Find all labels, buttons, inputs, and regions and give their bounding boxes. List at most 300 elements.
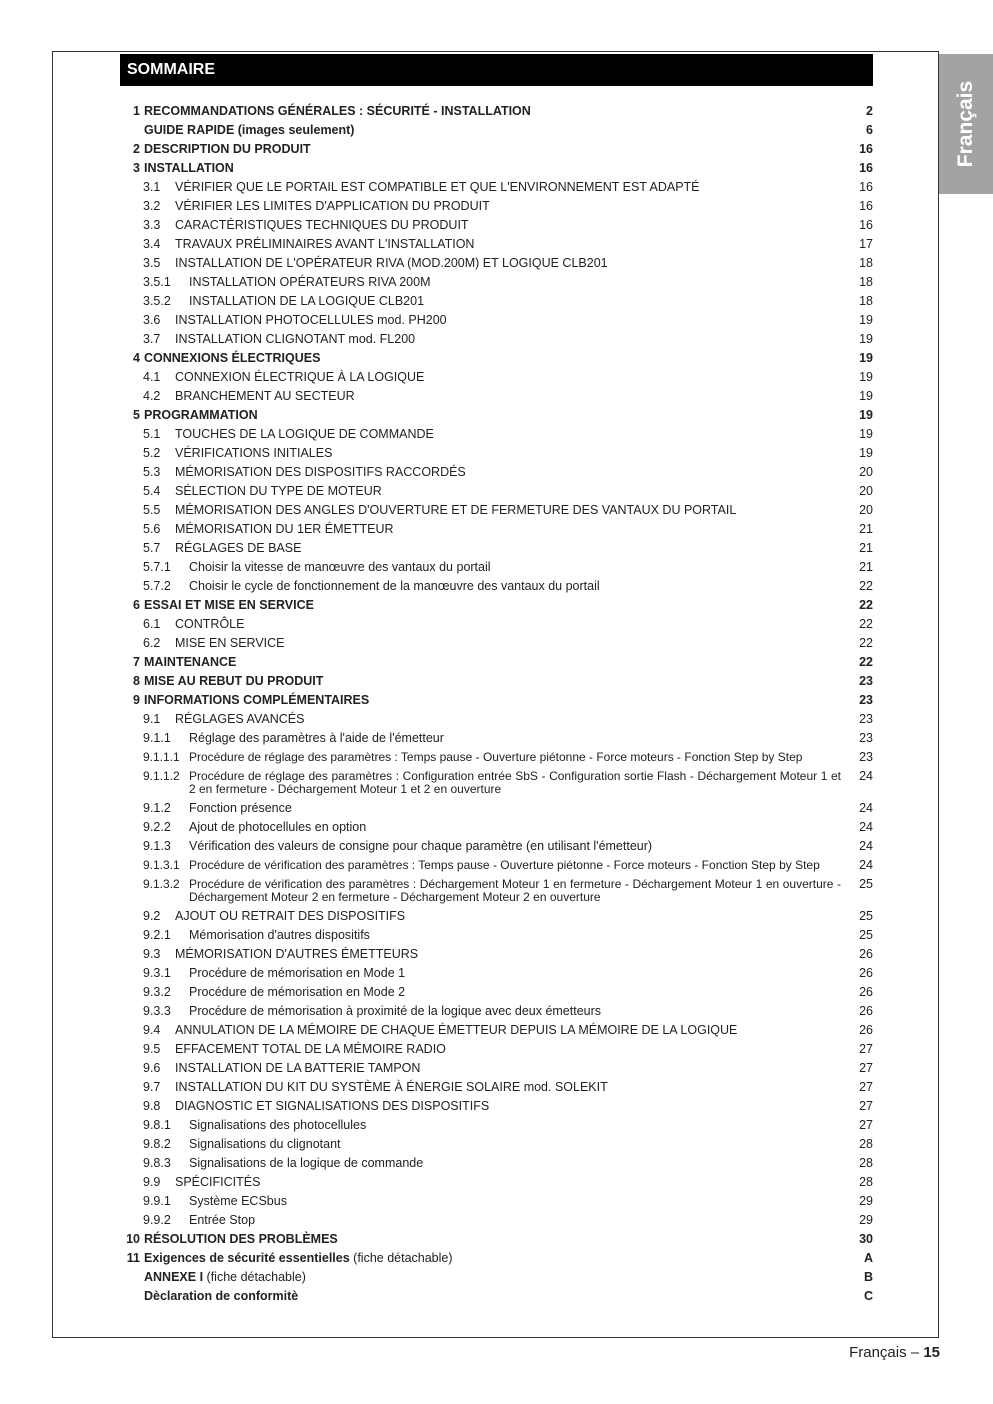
toc-entry-title (175, 945, 418, 964)
toc-entry-page: 23 (859, 750, 873, 764)
toc-entry-title (189, 1154, 423, 1173)
toc-entry-title (175, 425, 434, 444)
toc-entry (120, 1249, 873, 1268)
toc-entry (120, 1097, 873, 1116)
toc-entry-page: 19 (859, 332, 873, 346)
toc-entry-title-text: ANNEXE I (144, 1270, 204, 1284)
toc-entry-page: 24 (859, 820, 873, 834)
toc-entry (120, 837, 873, 856)
toc-entry (120, 710, 873, 729)
toc-entry-page: 24 (859, 839, 873, 853)
toc-entry (120, 216, 873, 235)
toc-entry (120, 501, 873, 520)
toc-entry-number: 11 (126, 1251, 140, 1265)
toc-entry-number: 9.2.2 (143, 820, 171, 834)
toc-entry-title-text: Procédure de mémorisation en Mode 2 (189, 985, 406, 999)
toc-entry (120, 615, 873, 634)
toc-entry (120, 799, 873, 818)
toc-entry-number: 5 (133, 408, 140, 422)
toc-entry (120, 1040, 873, 1059)
toc-entry-title (144, 140, 311, 159)
toc-entry-number: 9.3.3 (143, 1004, 171, 1018)
toc-entry (120, 856, 873, 875)
toc-entry-page: 27 (859, 1118, 873, 1132)
toc-entry-title (189, 1135, 341, 1154)
toc-entry-number: 9 (133, 693, 140, 707)
toc-entry-number: 5.1 (143, 427, 161, 441)
toc-entry-page: 23 (859, 712, 873, 726)
toc-entry-number: 9.1.3 (143, 839, 171, 853)
toc-entry-page: 17 (859, 237, 873, 251)
toc-entry-title (189, 748, 802, 767)
toc-entry-title-text: Ajout de photocellules en option (189, 820, 367, 834)
toc-entry-title (175, 1040, 446, 1059)
toc-entry (120, 634, 873, 653)
toc-entry-title (175, 539, 301, 558)
toc-entry-title-text: RÉGLAGES AVANCÉS (175, 712, 305, 726)
toc-entry-title (175, 710, 304, 729)
toc-entry-page: 19 (859, 370, 873, 384)
toc-entry (120, 1230, 873, 1249)
toc-entry-page: 19 (859, 389, 873, 403)
toc-entry-title (175, 178, 700, 197)
toc-entry-title (175, 1059, 420, 1078)
toc-entry-number: 5.2 (143, 446, 161, 460)
toc-entry-title-text: CONTRÔLE (175, 617, 245, 631)
toc-entry-page: 16 (859, 199, 873, 213)
toc-entry-title (175, 311, 447, 330)
toc-entry (120, 1002, 873, 1021)
toc-entry-number: 7 (133, 655, 140, 669)
toc-entry (120, 330, 873, 349)
footer-separator: – (906, 1344, 924, 1361)
toc-entry-title (144, 1230, 338, 1249)
toc-entry-title (189, 558, 491, 577)
toc-entry (120, 875, 873, 907)
toc-entry-number: 9.5 (143, 1042, 161, 1056)
toc-entry-number: 10 (126, 1232, 140, 1246)
toc-entry-page: 21 (859, 541, 873, 555)
toc-entry-title-text: Choisir le cycle de fonctionnement de la manœuvre des vantaux du portail (189, 579, 600, 593)
toc-entry-title-text: Procédure de vérification des paramètres : Déchargement Moteur 1 en fermeture - Déchargement Moteur 1 en ouverture - Déchargement Moteur 2 en fermeture - Déchargement Moteur 2 en ouverture (189, 877, 841, 904)
toc-entry-page: 24 (859, 858, 873, 872)
toc-entry-number: 3 (133, 161, 140, 175)
toc-entry-page: 18 (859, 256, 873, 270)
toc-entry-number: 5.4 (143, 484, 161, 498)
toc-entry-title (189, 1116, 366, 1135)
toc-entry-page: A (863, 1251, 873, 1265)
toc-entry (120, 235, 873, 254)
toc-entry-title (189, 856, 820, 875)
toc-entry-title (175, 1097, 489, 1116)
toc-entry-title-text: VÉRIFICATIONS INITIALES (175, 446, 333, 460)
toc-entry-number: 6.2 (143, 636, 161, 650)
toc-entry-title-text: Réglage des paramètres à l'aide de l'émetteur (189, 731, 444, 745)
toc-entry-title (189, 770, 841, 796)
toc-entry-title-text: INSTALLATION (144, 161, 234, 175)
toc-entry-number: 3.5.2 (143, 294, 171, 308)
toc-entry (120, 964, 873, 983)
toc-entry (120, 983, 873, 1002)
toc-entry (120, 159, 873, 178)
toc-entry (120, 907, 873, 926)
toc-entry (120, 520, 873, 539)
toc-entry-number: 9.9.1 (143, 1194, 171, 1208)
toc-entry-title (175, 1078, 608, 1097)
toc-entry-page: 22 (859, 636, 873, 650)
toc-entry (120, 425, 873, 444)
toc-entry-title-text: CARACTÉRISTIQUES TECHNIQUES DU PRODUIT (175, 218, 469, 232)
toc-entry-title-text: MÉMORISATION DES ANGLES D'OUVERTURE ET DE FERMETURE DES VANTAUX DU PORTAIL (175, 503, 737, 517)
toc-entry-number: 3.5.1 (143, 275, 171, 289)
toc-entry-number: 9.1.1.2 (143, 769, 180, 783)
toc-entry-title (175, 368, 424, 387)
toc-entry-title (175, 387, 355, 406)
toc-entry-title-text: INSTALLATION OPÉRATEURS RIVA 200M (189, 275, 431, 289)
toc-entry-page: 25 (859, 928, 873, 942)
toc-entry-title-text: SÉLECTION DU TYPE DE MOTEUR (175, 484, 382, 498)
toc-entry-title (144, 159, 234, 178)
toc-entry (120, 254, 873, 273)
toc-entry-page: 26 (859, 1004, 873, 1018)
toc-entry (120, 273, 873, 292)
toc-entry-title (175, 482, 382, 501)
toc-entry-title-text: Signalisations des photocellules (189, 1118, 367, 1132)
toc-entry-number: 3.7 (143, 332, 161, 346)
toc-entry (120, 1192, 873, 1211)
toc-entry-title-text: Choisir la vitesse de manœuvre des vantaux du portail (189, 560, 491, 574)
toc-entry (120, 653, 873, 672)
toc-entry-page: 28 (859, 1156, 873, 1170)
toc-entry-title-text: PROGRAMMATION (144, 408, 258, 422)
toc-entry (120, 1059, 873, 1078)
toc-entry-number: 6.1 (143, 617, 161, 631)
toc-entry-title-text: Exigences de sécurité essentielles (144, 1251, 350, 1265)
toc-entry-title-text: INSTALLATION DU KIT DU SYSTÈME À ÉNERGIE SOLAIRE mod. SOLEKIT (175, 1080, 608, 1094)
toc-entry-page: 22 (859, 598, 873, 612)
toc-entry-number: 9.1.1.1 (143, 750, 180, 764)
toc-entry-number: 8 (133, 674, 140, 688)
toc-entry-title-text: MÉMORISATION D'AUTRES ÉMETTEURS (175, 947, 419, 961)
toc-entry-number: 9.7 (143, 1080, 161, 1094)
toc-entry-page: 19 (859, 446, 873, 460)
toc-entry-number: 5.5 (143, 503, 161, 517)
toc-entry-title-text: VÉRIFIER QUE LE PORTAIL EST COMPATIBLE ET QUE L'ENVIRONNEMENT EST ADAPTÉ (175, 180, 700, 194)
toc-entry-title (144, 1268, 306, 1287)
table-of-contents (120, 102, 873, 1306)
toc-entry-number: 9.1.3.2 (143, 877, 180, 891)
toc-entry-title (144, 1249, 453, 1268)
toc-entry-page: B (863, 1270, 873, 1284)
toc-entry-page: 25 (859, 909, 873, 923)
toc-entry-number: 3.1 (143, 180, 161, 194)
toc-entry (120, 368, 873, 387)
toc-entry-note: (fiche détachable) (353, 1251, 453, 1265)
toc-entry (120, 140, 873, 159)
toc-entry-title (175, 907, 405, 926)
toc-entry-page: 23 (859, 693, 873, 707)
toc-entry-number: 9.8.3 (143, 1156, 171, 1170)
toc-entry-title (144, 349, 320, 368)
toc-entry-title-text: INSTALLATION DE L'OPÉRATEUR RIVA (MOD.200M) ET LOGIQUE CLB201 (175, 256, 608, 270)
toc-entry-title (189, 1211, 255, 1230)
toc-entry-title (175, 463, 466, 482)
toc-entry (120, 926, 873, 945)
toc-entry-number: 9.9.2 (143, 1213, 171, 1227)
toc-entry-number: 9.2.1 (143, 928, 171, 942)
toc-entry-number: 9.3.2 (143, 985, 171, 999)
toc-entry (120, 482, 873, 501)
toc-entry-number: 9.1.1 (143, 731, 171, 745)
toc-entry-number: 9.9 (143, 1175, 161, 1189)
toc-entry-page: 16 (859, 218, 873, 232)
toc-entry-title-text: Procédure de mémorisation en Mode 1 (189, 966, 406, 980)
toc-entry-page: 18 (859, 294, 873, 308)
toc-entry (120, 818, 873, 837)
toc-entry (120, 121, 873, 140)
toc-entry-page: 19 (859, 408, 873, 422)
toc-entry (120, 1135, 873, 1154)
toc-entry-title-text: ANNULATION DE LA MÉMOIRE DE CHAQUE ÉMETTEUR DEPUIS LA MÉMOIRE DE LA LOGIQUE (175, 1023, 738, 1037)
toc-entry-title-text: TOUCHES DE LA LOGIQUE DE COMMANDE (175, 427, 434, 441)
toc-entry-title (189, 729, 444, 748)
toc-entry-title-text: RECOMMANDATIONS GÉNÉRALES : SÉCURITÉ - INSTALLATION (144, 104, 531, 118)
toc-entry-number: 3.5 (143, 256, 161, 270)
toc-entry-title (189, 926, 370, 945)
toc-entry-number: 1 (133, 104, 140, 118)
toc-entry-title (175, 235, 474, 254)
toc-entry-page: 19 (859, 427, 873, 441)
toc-entry-number: 3.3 (143, 218, 161, 232)
toc-entry-page: 20 (859, 503, 873, 517)
toc-entry (120, 1268, 873, 1287)
toc-entry-title-text: Mémorisation d'autres dispositifs (189, 928, 370, 942)
toc-entry-title (144, 102, 531, 121)
toc-entry-number: 6 (133, 598, 140, 612)
toc-entry-number: 5.6 (143, 522, 161, 536)
toc-entry-note: (fiche détachable) (206, 1270, 306, 1284)
toc-entry-title-text: VÉRIFIER LES LIMITES D'APPLICATION DU PRODUIT (175, 199, 490, 213)
toc-entry-title-text: SPÉCIFICITÉS (175, 1175, 261, 1189)
toc-entry-title (144, 691, 369, 710)
toc-entry-title (189, 983, 405, 1002)
toc-entry-title (189, 292, 424, 311)
toc-entry-title-text: INSTALLATION DE LA LOGIQUE CLB201 (189, 294, 425, 308)
toc-entry-title-text: Procédure de réglage des paramètres : Temps pause - Ouverture piétonne - Force moteurs - Fonction Step by Step (189, 750, 803, 764)
toc-entry-page: 16 (859, 142, 873, 156)
toc-entry-title (175, 615, 244, 634)
toc-entry-page: 22 (859, 617, 873, 631)
toc-entry-page: 29 (859, 1194, 873, 1208)
toc-entry (120, 444, 873, 463)
toc-entry-page: 6 (866, 123, 873, 137)
toc-entry-page: 18 (859, 275, 873, 289)
toc-entry-title-text: Vérification des valeurs de consigne pour chaque paramètre (en utilisant l'émetteur) (189, 839, 653, 853)
toc-entry (120, 1116, 873, 1135)
toc-entry (120, 596, 873, 615)
toc-entry-title-text: Entrée Stop (189, 1213, 256, 1227)
toc-entry-number: 5.3 (143, 465, 161, 479)
toc-entry-title (189, 577, 600, 596)
toc-entry-number: 3.6 (143, 313, 161, 327)
toc-entry-title (144, 121, 354, 140)
toc-entry-page: 26 (859, 966, 873, 980)
language-tab-label: Français (954, 80, 977, 168)
toc-entry-page: 28 (859, 1137, 873, 1151)
toc-entry-page: 22 (859, 655, 873, 669)
toc-entry (120, 292, 873, 311)
toc-entry-title-text: Procédure de mémorisation à proximité de la logique avec deux émetteurs (189, 1004, 602, 1018)
toc-entry-page: 2 (866, 104, 873, 118)
toc-entry-title (144, 406, 258, 425)
toc-entry (120, 349, 873, 368)
language-tab (939, 54, 993, 194)
toc-entry (120, 577, 873, 596)
toc-entry-page: 27 (859, 1099, 873, 1113)
toc-entry-page: 20 (859, 465, 873, 479)
toc-entry-title (189, 1192, 287, 1211)
toc-entry-page: 27 (859, 1061, 873, 1075)
toc-entry-title-text: MISE EN SERVICE (175, 636, 285, 650)
toc-entry-title (175, 197, 490, 216)
toc-entry-title-text: BRANCHEMENT AU SECTEUR (175, 389, 355, 403)
toc-entry-title (189, 878, 841, 904)
toc-entry-number: 4 (133, 351, 140, 365)
page-title: SOMMAIRE (127, 61, 215, 78)
toc-entry (120, 1021, 873, 1040)
toc-entry-title-text: DIAGNOSTIC ET SIGNALISATIONS DES DISPOSITIFS (175, 1099, 490, 1113)
toc-entry (120, 311, 873, 330)
toc-entry-page: 26 (859, 985, 873, 999)
toc-entry-title-text: MAINTENANCE (144, 655, 237, 669)
toc-entry-title-text: MÉMORISATION DU 1ER ÉMETTEUR (175, 522, 394, 536)
toc-entry (120, 197, 873, 216)
toc-entry-page: 19 (859, 313, 873, 327)
toc-entry-title (175, 1021, 737, 1040)
toc-entry (120, 539, 873, 558)
toc-entry (120, 691, 873, 710)
toc-entry-title (189, 837, 652, 856)
toc-entry-page: 28 (859, 1175, 873, 1189)
toc-entry (120, 672, 873, 691)
toc-entry-title-text: TRAVAUX PRÉLIMINAIRES AVANT L'INSTALLATION (175, 237, 475, 251)
toc-entry-title (175, 254, 608, 273)
toc-entry-title (175, 330, 415, 349)
toc-entry-page: 29 (859, 1213, 873, 1227)
toc-entry-title (144, 1287, 298, 1306)
toc-entry-title-text: CONNEXIONS ÉLECTRIQUES (144, 351, 321, 365)
toc-entry-page: 30 (859, 1232, 873, 1246)
toc-entry (120, 558, 873, 577)
toc-entry-page: 21 (859, 560, 873, 574)
toc-entry (120, 945, 873, 964)
toc-entry-title-text: INFORMATIONS COMPLÉMENTAIRES (144, 693, 370, 707)
toc-entry-number: 9.8.1 (143, 1118, 171, 1132)
toc-entry-number: 9.6 (143, 1061, 161, 1075)
toc-entry (120, 1211, 873, 1230)
toc-entry-title (175, 444, 332, 463)
toc-entry-number: 9.8.2 (143, 1137, 171, 1151)
toc-entry-title-text: Procédure de vérification des paramètres : Temps pause - Ouverture piétonne - Force moteurs - Fonction Step by Step (189, 858, 820, 872)
toc-entry-title (189, 273, 431, 292)
toc-entry-title (175, 216, 469, 235)
toc-entry-page: 25 (859, 877, 873, 891)
toc-entry (120, 178, 873, 197)
toc-entry-title (175, 501, 736, 520)
page-number: 15 (923, 1344, 940, 1361)
toc-entry-number: 9.4 (143, 1023, 161, 1037)
toc-entry (120, 102, 873, 121)
toc-entry-title-text: GUIDE RAPIDE (images seulement) (144, 123, 355, 137)
toc-entry-number: 9.3 (143, 947, 161, 961)
toc-entry-number: 9.1.3.1 (143, 858, 180, 872)
toc-entry-title-text: Procédure de réglage des paramètres : Configuration entrée SbS - Configuration sortie Flash - Déchargement Moteur 1 et 2 en fermeture - Déchargement Moteur 1 et 2 en ouverture (189, 769, 841, 796)
toc-entry-title-text: RÉSOLUTION DES PROBLÈMES (144, 1232, 338, 1246)
toc-entry-page: 22 (859, 579, 873, 593)
toc-entry (120, 1173, 873, 1192)
toc-entry-title-text: Dèclaration de conformitè (144, 1289, 299, 1303)
toc-entry-number: 4.2 (143, 389, 161, 403)
toc-entry-title-text: Fonction présence (189, 801, 292, 815)
toc-entry-page: 16 (859, 180, 873, 194)
toc-entry-title-text: CONNEXION ÉLECTRIQUE À LA LOGIQUE (175, 370, 425, 384)
toc-entry-page: 23 (859, 731, 873, 745)
toc-entry (120, 1078, 873, 1097)
toc-entry-number: 9.3.1 (143, 966, 171, 980)
toc-entry-page: 24 (859, 769, 873, 783)
toc-entry-page: 26 (859, 947, 873, 961)
toc-entry-title (144, 653, 236, 672)
toc-entry-title (175, 1173, 260, 1192)
toc-entry-title-text: ESSAI ET MISE EN SERVICE (144, 598, 314, 612)
toc-entry (120, 1287, 873, 1306)
toc-entry-title (144, 596, 314, 615)
toc-entry (120, 406, 873, 425)
toc-entry-title-text: AJOUT OU RETRAIT DES DISPOSITIFS (175, 909, 406, 923)
toc-entry-title (189, 964, 405, 983)
toc-entry-title (175, 634, 285, 653)
toc-entry-title-text: EFFACEMENT TOTAL DE LA MÉMOIRE RADIO (175, 1042, 446, 1056)
toc-entry-title (144, 672, 323, 691)
toc-entry (120, 463, 873, 482)
toc-entry (120, 748, 873, 767)
toc-entry-page: 26 (859, 1023, 873, 1037)
toc-entry-page: 23 (859, 674, 873, 688)
toc-entry-page: 24 (859, 801, 873, 815)
toc-entry-title-text: Signalisations de la logique de commande (189, 1156, 424, 1170)
toc-entry-title-text: Signalisations du clignotant (189, 1137, 341, 1151)
toc-entry-page: 19 (859, 351, 873, 365)
toc-entry-number: 5.7.2 (143, 579, 171, 593)
section-title-bar (120, 54, 873, 86)
toc-entry (120, 767, 873, 799)
toc-entry-number: 5.7 (143, 541, 161, 555)
page-footer (849, 1344, 940, 1361)
toc-entry-page: C (863, 1289, 873, 1303)
toc-entry-number: 9.1 (143, 712, 161, 726)
toc-entry-title-text: INSTALLATION DE LA BATTERIE TAMPON (175, 1061, 421, 1075)
toc-entry-number: 2 (133, 142, 140, 156)
toc-entry-title (189, 1002, 601, 1021)
toc-entry-title-text: INSTALLATION CLIGNOTANT mod. FL200 (175, 332, 416, 346)
toc-entry-title-text: MÉMORISATION DES DISPOSITIFS RACCORDÉS (175, 465, 466, 479)
toc-entry-number: 9.2 (143, 909, 161, 923)
toc-entry-title (189, 799, 292, 818)
toc-entry-number: 3.4 (143, 237, 161, 251)
toc-entry-page: 20 (859, 484, 873, 498)
toc-entry-title (175, 520, 394, 539)
toc-entry (120, 387, 873, 406)
